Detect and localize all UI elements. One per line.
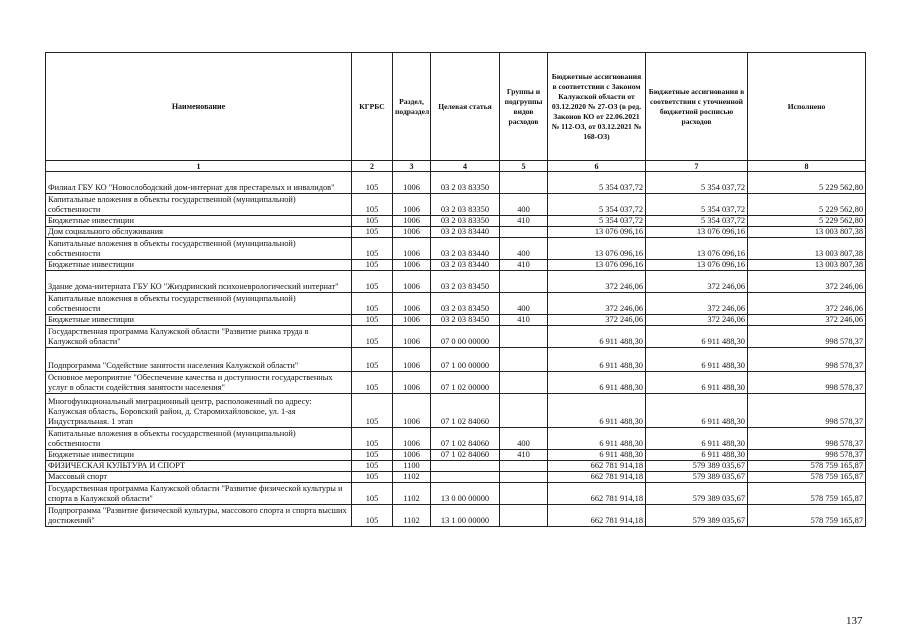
row-target: 03 2 03 83350 — [431, 216, 500, 227]
column-number: 6 — [548, 161, 646, 172]
table-row — [46, 293, 866, 315]
row-executed: 5 229 562,80 — [748, 194, 866, 216]
column-number: 8 — [748, 161, 866, 172]
row-budget-law: 13 076 096,16 — [548, 238, 646, 260]
table-body — [46, 172, 866, 527]
row-section: 1006 — [393, 315, 431, 326]
row-target: 07 1 02 00000 — [431, 372, 500, 394]
row-budget-law: 662 781 914,18 — [548, 472, 646, 483]
row-executed: 998 578,37 — [748, 348, 866, 372]
row-kgrbs: 105 — [352, 238, 393, 260]
row-kgrbs: 105 — [352, 227, 393, 238]
table-row — [46, 472, 866, 483]
row-kgrbs: 105 — [352, 428, 393, 450]
table-row — [46, 394, 866, 428]
table-row — [46, 348, 866, 372]
row-target: 03 2 03 83350 — [431, 172, 500, 194]
table-row — [46, 372, 866, 394]
row-executed: 13 003 807,38 — [748, 260, 866, 271]
row-executed: 372 246,06 — [748, 315, 866, 326]
row-budget-law: 6 911 488,30 — [548, 372, 646, 394]
row-budget-refined: 372 246,06 — [646, 315, 748, 326]
budget-table — [45, 52, 866, 527]
row-target: 07 1 02 84060 — [431, 450, 500, 461]
row-kgrbs: 105 — [352, 461, 393, 472]
row-section: 1006 — [393, 326, 431, 348]
row-target: 07 0 00 00000 — [431, 326, 500, 348]
row-target: 03 2 03 83350 — [431, 194, 500, 216]
row-budget-law: 5 354 037,72 — [548, 172, 646, 194]
row-kgrbs: 105 — [352, 472, 393, 483]
row-kgrbs: 105 — [352, 450, 393, 461]
row-section: 1100 — [393, 461, 431, 472]
row-budget-refined: 6 911 488,30 — [646, 450, 748, 461]
row-section: 1006 — [393, 172, 431, 194]
row-executed: 578 759 165,87 — [748, 472, 866, 483]
row-group — [500, 172, 548, 194]
table-row — [46, 271, 866, 293]
table-row — [46, 326, 866, 348]
row-kgrbs: 105 — [352, 483, 393, 505]
header-kgrbs: КГРБС — [352, 53, 393, 161]
row-kgrbs: 105 — [352, 216, 393, 227]
row-group — [500, 227, 548, 238]
row-executed: 998 578,37 — [748, 326, 866, 348]
row-section: 1006 — [393, 428, 431, 450]
header-section: Раздел, подраздел — [393, 53, 431, 161]
row-budget-refined: 6 911 488,30 — [646, 372, 748, 394]
row-name: Государственная программа Калужской области "Развитие рынка труда в Калужской области" — [46, 326, 352, 348]
row-target: 07 1 02 84060 — [431, 394, 500, 428]
row-group — [500, 326, 548, 348]
table-row — [46, 238, 866, 260]
row-target — [431, 461, 500, 472]
header-executed: Исполнено — [748, 53, 866, 161]
row-group — [500, 483, 548, 505]
row-section: 1006 — [393, 348, 431, 372]
row-budget-law: 6 911 488,30 — [548, 326, 646, 348]
row-budget-law: 6 911 488,30 — [548, 394, 646, 428]
row-kgrbs: 105 — [352, 394, 393, 428]
row-name: Бюджетные инвестиции — [46, 450, 352, 461]
row-budget-law: 5 354 037,72 — [548, 194, 646, 216]
row-kgrbs: 105 — [352, 293, 393, 315]
row-name: Подпрограмма "Развитие физической культуры, массового спорта и спорта высших достижений" — [46, 505, 352, 527]
row-budget-law: 6 911 488,30 — [548, 450, 646, 461]
row-budget-law: 662 781 914,18 — [548, 483, 646, 505]
row-name: Основное мероприятие "Обеспечение качества и доступности государственных услуг в области содействия занятости населения" — [46, 372, 352, 394]
row-budget-refined: 6 911 488,30 — [646, 428, 748, 450]
row-executed: 13 003 807,38 — [748, 238, 866, 260]
row-budget-refined: 579 389 035,67 — [646, 483, 748, 505]
row-name: Дом социального обслуживания — [46, 227, 352, 238]
row-executed: 578 759 165,87 — [748, 461, 866, 472]
row-group: 400 — [500, 428, 548, 450]
row-kgrbs: 105 — [352, 315, 393, 326]
row-section: 1006 — [393, 271, 431, 293]
row-budget-refined: 6 911 488,30 — [646, 348, 748, 372]
row-budget-law: 372 246,06 — [548, 271, 646, 293]
row-name: Здание дома-интерната ГБУ КО "Жиздринский психоневрологический интернат" — [46, 271, 352, 293]
row-executed: 998 578,37 — [748, 428, 866, 450]
row-budget-law: 13 076 096,16 — [548, 260, 646, 271]
header-budget-refined: Бюджетные ассигнования в соответствии с уточненной бюджетной росписью расходов — [646, 53, 748, 161]
table-row — [46, 227, 866, 238]
row-group — [500, 505, 548, 527]
row-name: Капитальные вложения в объекты государственной (муниципальной) собственности — [46, 194, 352, 216]
row-section: 1006 — [393, 194, 431, 216]
row-group — [500, 461, 548, 472]
row-budget-refined: 5 354 037,72 — [646, 172, 748, 194]
row-group — [500, 472, 548, 483]
row-section: 1006 — [393, 293, 431, 315]
page-number: 137 — [846, 615, 863, 627]
row-section: 1102 — [393, 483, 431, 505]
table-row — [46, 216, 866, 227]
row-group: 400 — [500, 194, 548, 216]
row-target: 07 1 02 84060 — [431, 428, 500, 450]
row-section: 1006 — [393, 227, 431, 238]
row-budget-refined: 13 076 096,16 — [646, 227, 748, 238]
row-target — [431, 472, 500, 483]
table-row — [46, 461, 866, 472]
row-name: Капитальные вложения в объекты государственной (муниципальной) собственности — [46, 238, 352, 260]
row-kgrbs: 105 — [352, 194, 393, 216]
row-budget-refined: 13 076 096,16 — [646, 238, 748, 260]
table-row — [46, 260, 866, 271]
row-section: 1102 — [393, 472, 431, 483]
column-number: 3 — [393, 161, 431, 172]
row-budget-law: 372 246,06 — [548, 315, 646, 326]
row-budget-refined: 13 076 096,16 — [646, 260, 748, 271]
row-name: Подпрограмма "Содействие занятости населения Калужской области" — [46, 348, 352, 372]
table-row — [46, 450, 866, 461]
row-name: ФИЗИЧЕСКАЯ КУЛЬТУРА И СПОРТ — [46, 461, 352, 472]
header-target: Целевая статья — [431, 53, 500, 161]
row-executed: 5 229 562,80 — [748, 216, 866, 227]
row-name: Бюджетные инвестиции — [46, 315, 352, 326]
row-target: 07 1 00 00000 — [431, 348, 500, 372]
row-executed: 13 003 807,38 — [748, 227, 866, 238]
row-budget-law: 6 911 488,30 — [548, 428, 646, 450]
row-section: 1006 — [393, 238, 431, 260]
row-group: 410 — [500, 260, 548, 271]
row-group: 410 — [500, 216, 548, 227]
row-section: 1006 — [393, 216, 431, 227]
header-name: Наименование — [46, 53, 352, 161]
row-group — [500, 372, 548, 394]
column-number: 4 — [431, 161, 500, 172]
row-executed: 5 229 562,80 — [748, 172, 866, 194]
table-row — [46, 315, 866, 326]
row-name: Бюджетные инвестиции — [46, 216, 352, 227]
row-budget-refined: 6 911 488,30 — [646, 326, 748, 348]
row-budget-law: 372 246,06 — [548, 293, 646, 315]
row-executed: 578 759 165,87 — [748, 483, 866, 505]
row-kgrbs: 105 — [352, 260, 393, 271]
row-executed: 372 246,06 — [748, 271, 866, 293]
row-target: 03 2 03 83450 — [431, 271, 500, 293]
row-section: 1006 — [393, 260, 431, 271]
table-header-row — [46, 53, 866, 161]
row-name: Массовый спорт — [46, 472, 352, 483]
row-budget-refined: 372 246,06 — [646, 271, 748, 293]
column-number: 7 — [646, 161, 748, 172]
row-budget-refined: 372 246,06 — [646, 293, 748, 315]
row-name: Филиал ГБУ КО "Новослободский дом-интернат для престарелых и инвалидов" — [46, 172, 352, 194]
row-executed: 998 578,37 — [748, 450, 866, 461]
row-budget-law: 6 911 488,30 — [548, 348, 646, 372]
row-executed: 578 759 165,87 — [748, 505, 866, 527]
row-budget-law: 662 781 914,18 — [548, 461, 646, 472]
row-kgrbs: 105 — [352, 372, 393, 394]
row-target: 03 2 03 83450 — [431, 315, 500, 326]
row-group — [500, 271, 548, 293]
column-number: 5 — [500, 161, 548, 172]
row-kgrbs: 105 — [352, 172, 393, 194]
row-target: 13 0 00 00000 — [431, 483, 500, 505]
row-executed: 998 578,37 — [748, 372, 866, 394]
row-executed: 372 246,06 — [748, 293, 866, 315]
row-group — [500, 394, 548, 428]
row-target: 03 2 03 83440 — [431, 238, 500, 260]
row-budget-law: 662 781 914,18 — [548, 505, 646, 527]
row-name: Многофункциональный миграционный центр, расположенный по адресу: Калужская область, Боровский район, д. Старомихайловское, ул. 1-ая Индустриальная. 1 этап — [46, 394, 352, 428]
row-kgrbs: 105 — [352, 348, 393, 372]
row-budget-law: 13 076 096,16 — [548, 227, 646, 238]
table-row — [46, 505, 866, 527]
row-budget-refined: 5 354 037,72 — [646, 216, 748, 227]
row-kgrbs: 105 — [352, 271, 393, 293]
row-budget-law: 5 354 037,72 — [548, 216, 646, 227]
column-number: 1 — [46, 161, 352, 172]
row-group: 410 — [500, 315, 548, 326]
row-name: Капитальные вложения в объекты государственной (муниципальной) собственности — [46, 293, 352, 315]
row-name: Государственная программа Калужской области "Развитие физической культуры и спорта в Калужской области" — [46, 483, 352, 505]
row-section: 1006 — [393, 450, 431, 461]
row-kgrbs: 105 — [352, 326, 393, 348]
row-group: 400 — [500, 293, 548, 315]
row-target: 03 2 03 83440 — [431, 227, 500, 238]
row-group: 400 — [500, 238, 548, 260]
table-row — [46, 194, 866, 216]
row-group — [500, 348, 548, 372]
table-row — [46, 172, 866, 194]
row-budget-refined: 6 911 488,30 — [646, 394, 748, 428]
table-row — [46, 483, 866, 505]
row-target: 03 2 03 83440 — [431, 260, 500, 271]
row-group: 410 — [500, 450, 548, 461]
table-row — [46, 428, 866, 450]
row-section: 1102 — [393, 505, 431, 527]
row-section: 1006 — [393, 372, 431, 394]
row-budget-refined: 579 389 035,67 — [646, 472, 748, 483]
row-budget-refined: 579 389 035,67 — [646, 505, 748, 527]
header-budget-law: Бюджетные ассигнования в соответствии с Законом Калужской области от 03.12.2020 № 27-ОЗ (в ред. Законов КО от 22.06.2021 № 112-ОЗ, от 03.12.2021 № 168-ОЗ) — [548, 53, 646, 161]
row-kgrbs: 105 — [352, 505, 393, 527]
row-target: 13 1 00 00000 — [431, 505, 500, 527]
column-number: 2 — [352, 161, 393, 172]
row-budget-refined: 579 389 035,67 — [646, 461, 748, 472]
row-name: Капитальные вложения в объекты государственной (муниципальной) собственности — [46, 428, 352, 450]
header-groups: Группы и подгруппы видов расходов — [500, 53, 548, 161]
row-name: Бюджетные инвестиции — [46, 260, 352, 271]
row-budget-refined: 5 354 037,72 — [646, 194, 748, 216]
column-number-row — [46, 161, 866, 172]
row-section: 1006 — [393, 394, 431, 428]
row-executed: 998 578,37 — [748, 394, 866, 428]
row-target: 03 2 03 83450 — [431, 293, 500, 315]
